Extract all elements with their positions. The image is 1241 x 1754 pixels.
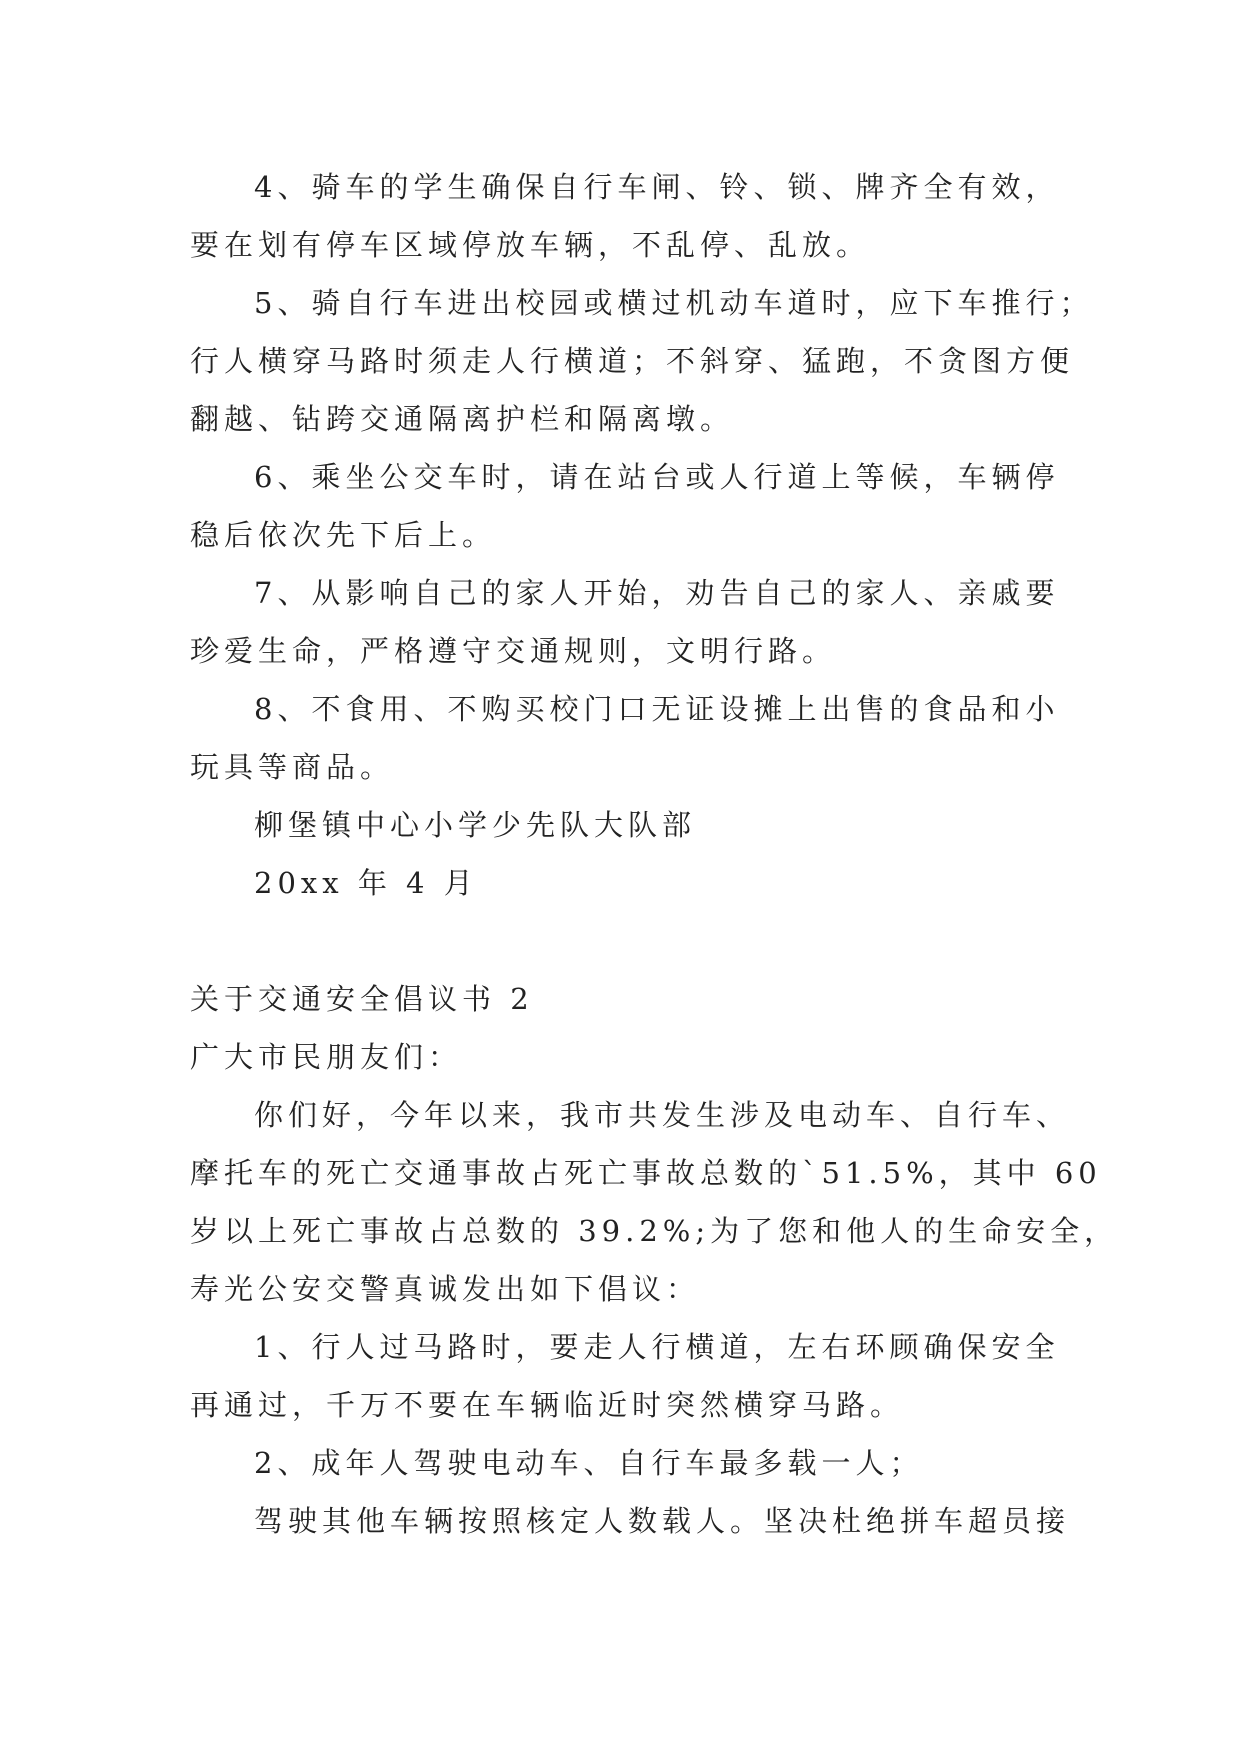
text-line: 6、乘坐公交车时，请在站台或人行道上等候，车辆停 xyxy=(254,460,1060,494)
text-line: 驾驶其他车辆按照核定人数载人。坚决杜绝拼车超员接 xyxy=(254,1504,1071,1538)
text-line: 岁以上死亡事故占总数的 39.2%;为了您和他人的生命安全， xyxy=(190,1214,1119,1248)
text-line: 7、从影响自己的家人开始，劝告自己的家人、亲戚要 xyxy=(254,576,1060,610)
text-line: 翻越、钻跨交通隔离护栏和隔离墩。 xyxy=(190,402,735,436)
text-line: 要在划有停车区域停放车辆，不乱停、乱放。 xyxy=(190,228,871,262)
text-line: 行人横穿马路时须走人行横道；不斜穿、猛跑，不贪图方便 xyxy=(190,344,1075,378)
blank-line xyxy=(190,912,1070,970)
text-line: 寿光公安交警真诚发出如下倡议： xyxy=(190,1272,701,1306)
text-line: 2、成年人驾驶电动车、自行车最多载一人； xyxy=(254,1446,924,1480)
text-line: 5、骑自行车进出校园或横过机动车道时，应下车推行； xyxy=(254,286,1094,320)
text-line: 4、骑车的学生确保自行车闸、铃、锁、牌齐全有效， xyxy=(254,170,1060,204)
text-line: 你们好，今年以来，我市共发生涉及电动车、自行车、 xyxy=(254,1098,1071,1132)
text-line: 再通过，千万不要在车辆临近时突然横穿马路。 xyxy=(190,1388,905,1422)
document-body xyxy=(190,158,1119,1550)
text-line: 摩托车的死亡交通事故占死亡事故总数的`51.5%，其中 60 xyxy=(190,1156,1102,1190)
signature-org: 柳堡镇中心小学少先队大队部 xyxy=(254,808,697,842)
text-line: 珍爱生命，严格遵守交通规则，文明行路。 xyxy=(190,634,837,668)
text-line: 1、行人过马路时，要走人行横道，左右环顾确保安全 xyxy=(254,1330,1060,1364)
section-title: 关于交通安全倡议书 2 xyxy=(190,982,534,1016)
signature-date: 20xx 年 4 月 xyxy=(254,866,478,900)
text-line: 8、不食用、不购买校门口无证设摊上出售的食品和小 xyxy=(254,692,1060,726)
salutation: 广大市民朋友们： xyxy=(190,1040,463,1074)
text-line: 稳后依次先下后上。 xyxy=(190,518,497,552)
text-line: 玩具等商品。 xyxy=(190,750,395,784)
